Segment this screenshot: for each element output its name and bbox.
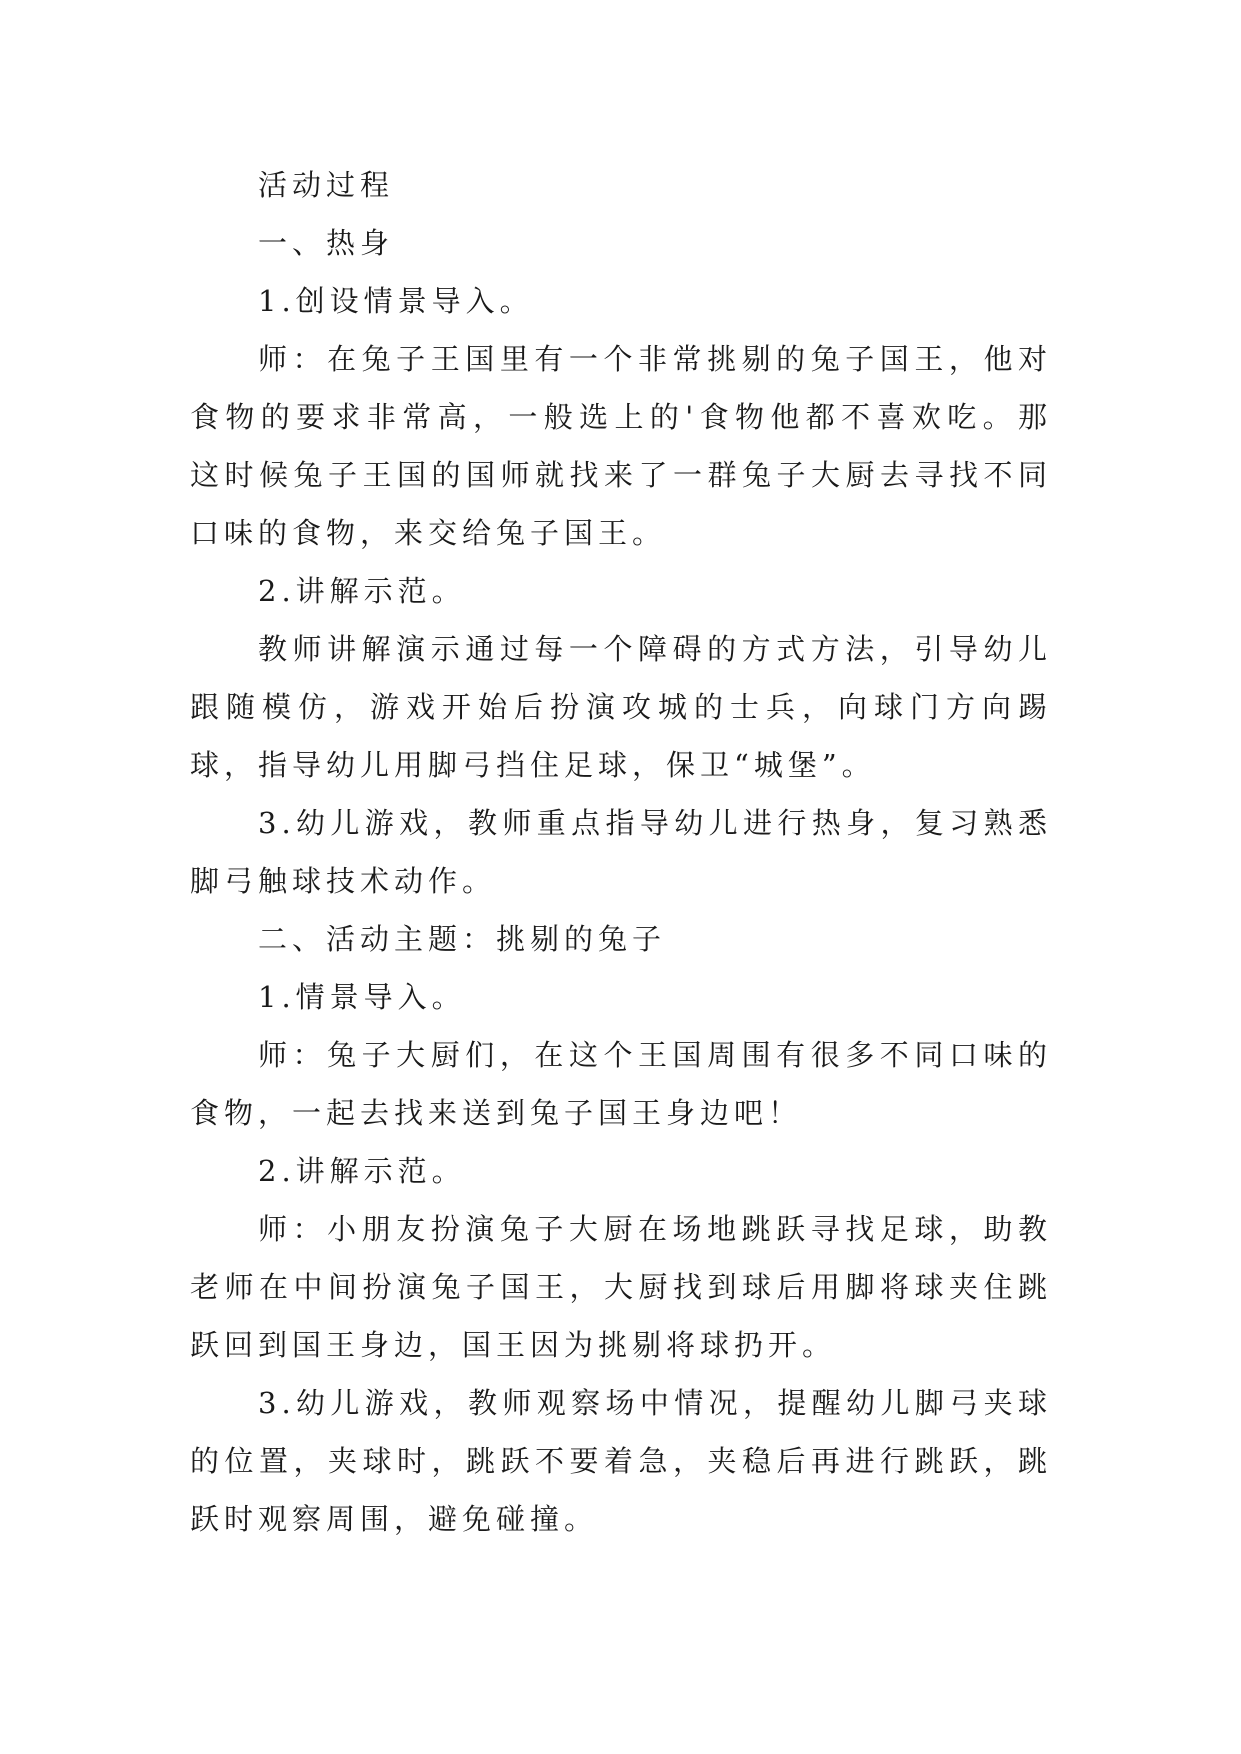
step-heading-demonstration: 2.讲解示范。 xyxy=(258,574,466,608)
step-heading-scenario-intro: 1.创设情景导入。 xyxy=(258,284,534,318)
paragraph-demonstration: 教师讲解演示通过每一个障碍的方式方法，引导幼儿跟随模仿，游戏开始后扮演攻城的士兵，向球门方向踢球，指导幼儿用脚弓挡住足球，保卫“城堡”。 xyxy=(190,632,1052,782)
paragraph-teacher-story: 师：在兔子王国里有一个非常挑剔的兔子国王，他对食物的要求非常高，一般选上的'食物他都不喜欢吃。那这时候兔子王国的国师就找来了一群兔子大厨去寻找不同口味的食物，来交给兔子国王。 xyxy=(190,342,1052,550)
paragraph-game-observation: 3.幼儿游戏，教师观察场中情况，提醒幼儿脚弓夹球的位置，夹球时，跳跃不要着急，夹稳后再进行跳跃，跳跃时观察周围，避免碰撞。 xyxy=(190,1386,1052,1536)
section-title-activity-process: 活动过程 xyxy=(258,168,395,202)
section-heading-activity-theme: 二、活动主题：挑剔的兔子 xyxy=(258,922,667,956)
paragraph-warmup-game: 3.幼儿游戏，教师重点指导幼儿进行热身，复习熟悉脚弓触球技术动作。 xyxy=(190,806,1052,898)
step-heading-scenario-intro-2: 1.情景导入。 xyxy=(258,980,466,1014)
document-body xyxy=(190,156,1052,1548)
section-heading-warmup: 一、热身 xyxy=(258,226,395,260)
paragraph-teacher-intro-2: 师：兔子大厨们，在这个王国周围有很多不同口味的食物，一起去找来送到兔子国王身边吧！ xyxy=(190,1038,1052,1130)
paragraph-demonstration-2: 师：小朋友扮演兔子大厨在场地跳跃寻找足球，助教老师在中间扮演兔子国王，大厨找到球后用脚将球夹住跳跃回到国王身边，国王因为挑剔将球扔开。 xyxy=(190,1212,1052,1362)
step-heading-demonstration-2: 2.讲解示范。 xyxy=(258,1154,466,1188)
